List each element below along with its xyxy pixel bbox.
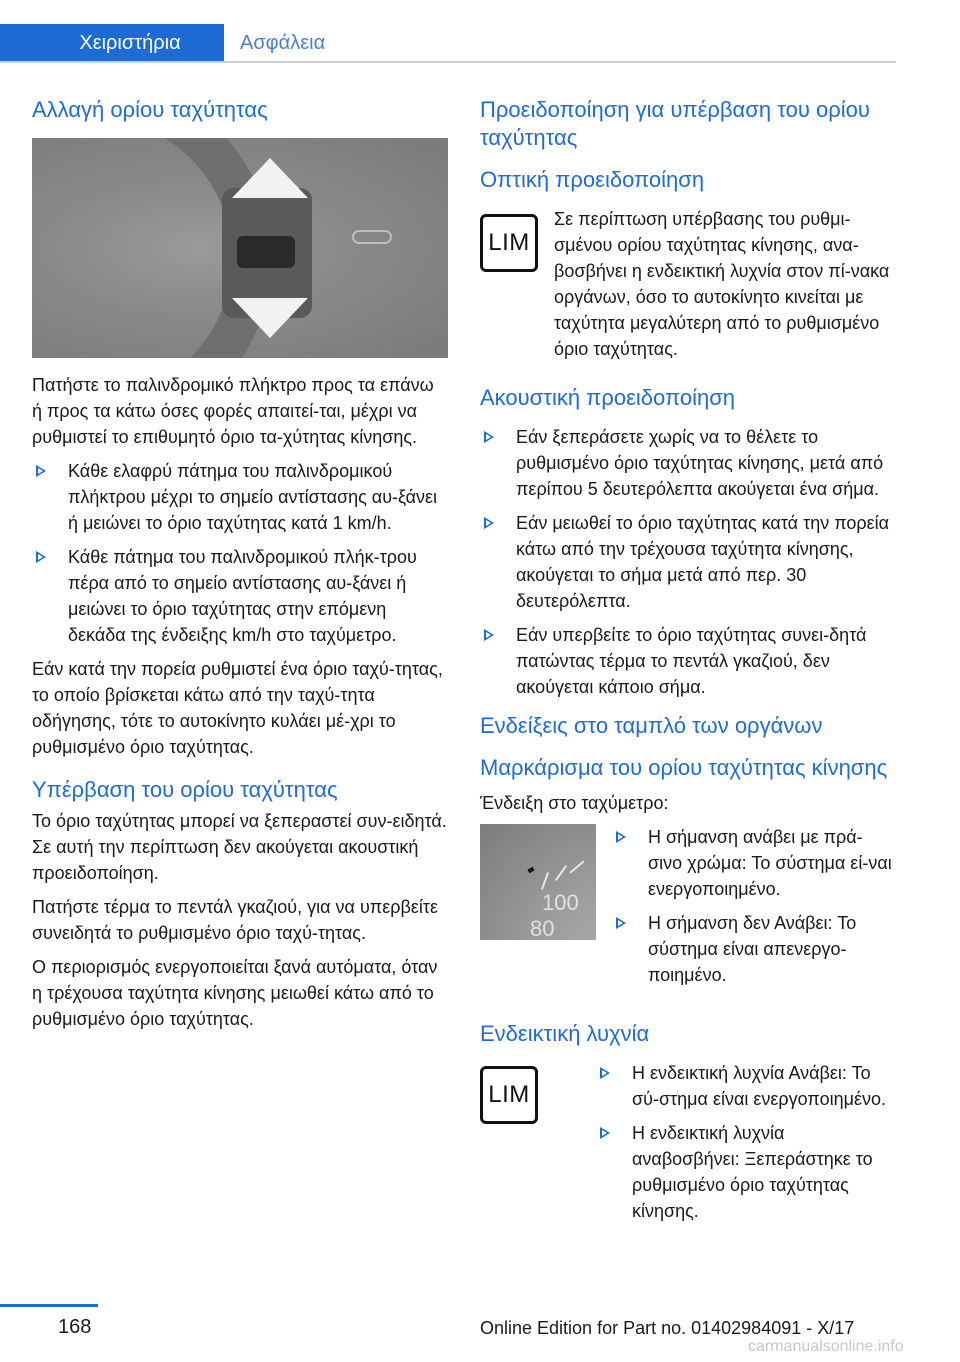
left-column [32,96,448,1040]
triangle-bullet-icon [616,831,626,843]
speedometer-tick [555,865,567,881]
list-item [596,1120,896,1224]
list-item-text: Η ενδεικτική λυχνία Ανάβει: Το σύ-στημα είναι ενεργοποιημένο. [632,1063,887,1109]
list-item [612,910,896,988]
edition-line: Online Edition for Part no. 01402984091 - X/17 [480,1318,855,1338]
triangle-bullet-icon [484,431,494,443]
horn-icon [352,230,392,244]
heading-instrument-displays: Ενδείξεις στο ταμπλό των οργάνων [480,713,823,738]
paragraph: Εάν κατά την πορεία ρυθμιστεί ένα όριο ταχύ-τητας, το οποίο βρίσκεται κάτω από την ταχύ-τητα οδήγησης, τότε το αυτοκίνητο κυλάει μέ-χρι το ρυθμισμένο όριο ταχύτητας. [32,659,443,757]
right-column [480,96,896,1248]
speedometer-label-80: 80 [530,916,555,940]
paragraph: Πατήστε τέρμα το πεντάλ γκαζιού, για να υπερβείτε συνειδητά το ρυθμισμένο όριο ταχύ-τητας. [32,897,439,943]
speed-limit-marker-icon [527,867,534,873]
heading-speed-limit-marking: Μαρκάρισμα του ορίου ταχύτητας κίνησης [480,755,888,780]
lim-indicator-icon: LIM [480,214,538,272]
list-item-text: Εάν μειωθεί το όριο ταχύτητας κατά την πορεία κάτω από την τρέχουσα ταχύτητα κίνησης, ακούγεται το σήμα μετά από περ. 30 δευτερόλεπτα. [516,513,890,611]
list-item-text: Εάν υπερβείτε το όριο ταχύτητας συνει-δητά πατώντας τέρμα το πεντάλ γκαζιού, δεν ακούγεται κάποιο σήμα. [516,625,867,697]
triangle-bullet-icon [484,517,494,529]
list-item [612,824,896,902]
heading-exceed-speed-limit: Υπέρβαση του ορίου ταχύτητας [32,777,338,802]
triangle-bullet-icon [36,465,46,477]
triangle-bullet-icon [600,1127,610,1139]
speedometer-tick [541,872,549,890]
heading-visual-warning: Οπτική προειδοποίηση [480,167,705,192]
list-item [596,1060,896,1112]
bullet-list [612,824,896,996]
visual-warning-block [480,206,896,362]
list-item-text: Η σήμανση ανάβει με πρά-σινο χρώμα: Το σύστημα εί-ναι ενεργοποιημένο. [648,827,892,899]
triangle-bullet-icon [616,917,626,929]
list-item-text: Η σήμανση δεν Ανάβει: Το σύστημα είναι απενεργο-ποιημένο. [648,913,857,985]
speedometer-image [480,824,596,940]
indicator-block [480,1060,896,1238]
list-item-text: Κάθε πάτημα του παλινδρομικού πλήκ-τρου πέρα από το σημείο αντίστασης αυ-ξάνει ή μειώνει το όριο ταχύτητας στην επόμενη δεκάδα της ένδειξης km/h στο ταχύμετρο. [68,547,417,645]
steering-wheel-rocker-image [32,138,448,358]
list-item [480,510,896,614]
paragraph: Ένδειξη στο ταχύμετρο: [480,793,669,813]
bullet-list [32,458,448,648]
watermark: carmanualsonline.info [748,1338,904,1355]
speedometer-block [480,824,896,1002]
heading-indicator-lamp: Ενδεικτική λυχνία [480,1021,650,1046]
heading-speed-warning: Προειδοποίηση για υπέρβαση του ορίου ταχύτητας [480,97,870,150]
speedometer-label-100: 100 [542,890,579,915]
list-item-text: Κάθε ελαφρύ πάτημα του παλινδρομικού πλήκτρου μέχρι το σημείο αντίστασης αυ-ξάνει ή μειώνει το όριο ταχύτητας κατά 1 km/h. [68,461,438,533]
list-item [480,622,896,700]
heading-change-speed-limit: Αλλαγή ορίου ταχύτητας [32,97,268,122]
rocker-switch [237,236,295,268]
paragraph: Σε περίπτωση υπέρβασης του ρυθμι-σμένου ορίου ταχύτητας κίνησης, ανα-βοσβήνει η ενδεικτική λυχνία στον πί-νακα οργάνων, όσο το αυτοκίνητο κινείται με ταχύτητα μεγαλύτερη από το ρυθμισμένο όριο ταχύτητας. [554,209,890,359]
list-item [480,424,896,502]
list-item-text: Η ενδεικτική λυχνία αναβοσβήνει: Ξεπεράστηκε το ρυθμισμένο όριο ταχύτητας κίνησης. [632,1123,873,1221]
tab-controls[interactable]: Χειριστήρια [0,24,224,62]
arrow-down-icon [232,298,308,338]
bullet-list [596,1060,896,1232]
paragraph: Ο περιορισμός ενεργοποιείται ξανά αυτόματα, όταν η τρέχουσα ταχύτητα κίνησης μειωθεί κάτω από το ρυθμισμένο όριο ταχύτητας. [32,957,438,1029]
list-item [32,458,448,536]
heading-acoustic-warning: Ακουστική προειδοποίηση [480,385,736,410]
arrow-up-icon [232,158,308,198]
paragraph: Το όριο ταχύτητας μπορεί να ξεπεραστεί συν-ειδητά. Σε αυτή την περίπτωση δεν ακούγεται ακουστική προειδοποίηση. [32,811,447,883]
header-divider [0,61,896,63]
triangle-bullet-icon [484,629,494,641]
triangle-bullet-icon [36,551,46,563]
page-number: 168 [58,1316,92,1338]
paragraph: Πατήστε το παλινδρομικό πλήκτρο προς τα επάνω ή προς τα κάτω όσες φορές απαιτεί-ται, μέχρι να ρυθμιστεί το επιθυμητό όριο τα-χύτητας κίνησης. [32,375,434,447]
page-header [0,0,960,64]
bullet-list [480,424,896,700]
list-item [32,544,448,648]
triangle-bullet-icon [600,1067,610,1079]
lim-indicator-icon: LIM [480,1066,538,1124]
speedometer-tick [569,860,584,873]
footer-accent-bar [0,1304,98,1307]
list-item-text: Εάν ξεπεράσετε χωρίς να το θέλετε το ρυθμισμένο όριο ταχύτητας κίνησης, μετά από περίπου 5 δευτερόλεπτα ακούγεται ένα σήμα. [516,427,884,499]
tab-safety[interactable]: Ασφάλεια [240,31,326,54]
